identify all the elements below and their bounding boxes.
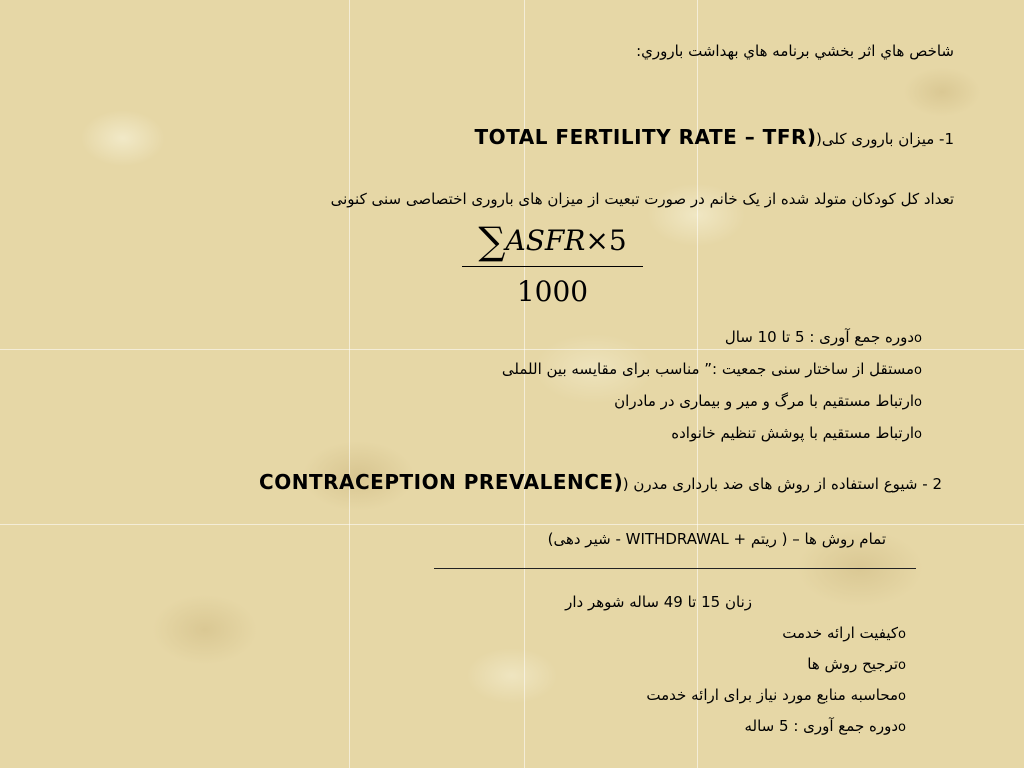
bullet-circle-icon: o xyxy=(914,395,922,410)
grid-line xyxy=(0,349,1024,350)
cp-fraction-bar xyxy=(434,568,916,569)
bullet-text: ترجیح روش ها xyxy=(807,655,899,673)
bullet-text: مستقل از ساختار سنی جمعیت :” مناسب برای مقایسه بین اللملی xyxy=(501,360,915,378)
tfr-definition: تعداد کل کودکان متولد شده از یک خانم در صورت تبعیت از میزان های باروری اختصاصی سنی کنونی xyxy=(330,190,954,208)
cp-heading-en: CONTRACEPTION PREVALENCE) xyxy=(259,470,623,494)
grid-line xyxy=(349,0,350,768)
bullet-text: ارتباط مستقیم با مرگ و میر و بیماری در مادران xyxy=(614,392,915,410)
slide-title: شاخص هاي اثر بخشي برنامه هاي بهداشت باروري: xyxy=(636,42,954,60)
bullet-circle-icon: o xyxy=(914,331,922,346)
tfr-bullet xyxy=(502,360,922,378)
tfr-bullet xyxy=(671,424,922,442)
formula-numerator xyxy=(460,218,645,264)
tfr-heading xyxy=(475,125,954,149)
tfr-heading-fa: 1- میزان باروری کلی( xyxy=(816,130,954,148)
grid-line xyxy=(524,0,525,768)
bullet-text: محاسبه منابع مورد نیاز برای ارائه خدمت xyxy=(646,686,899,704)
grid-line xyxy=(697,0,698,768)
cp-heading xyxy=(259,470,942,494)
tfr-formula xyxy=(460,218,645,317)
tfr-bullet xyxy=(725,328,922,346)
grid-line xyxy=(0,524,1024,525)
bullet-circle-icon: o xyxy=(914,427,922,442)
times-five: ×5 xyxy=(585,224,627,257)
bullet-circle-icon: o xyxy=(898,689,906,704)
bullet-circle-icon: o xyxy=(898,720,906,735)
bullet-circle-icon: o xyxy=(914,363,922,378)
tfr-bullet xyxy=(614,392,922,410)
cp-bullet xyxy=(744,717,906,735)
bullet-text: ارتباط مستقیم با پوشش تنظیم خانواده xyxy=(671,424,915,442)
bullet-circle-icon: o xyxy=(898,627,906,642)
cp-denominator: زنان 15 تا 49 ساله شوهر دار xyxy=(565,593,752,611)
tfr-heading-en: TOTAL FERTILITY RATE – TFR) xyxy=(474,125,817,149)
bullet-text: دوره جمع آوری : 5 ساله xyxy=(744,717,899,735)
cp-bullet xyxy=(807,655,906,673)
sigma-symbol: ∑ xyxy=(478,219,506,263)
cp-bullet xyxy=(782,624,906,642)
bullet-text: کیفیت ارائه خدمت xyxy=(782,624,899,642)
asfr-term: ASFR xyxy=(505,224,586,257)
bullet-circle-icon: o xyxy=(898,658,906,673)
cp-heading-fa: 2 - شیوع استفاده از روش های ضد بارداری مدرن ( xyxy=(622,475,942,493)
cp-numerator: تمام روش ها – ( ریتم + WITHDRAWAL - شیر دهی) xyxy=(547,530,886,548)
cp-bullet xyxy=(646,686,906,704)
bullet-text: دوره جمع آوری : 5 تا 10 سال xyxy=(724,328,915,346)
formula-denominator: 1000 xyxy=(516,275,589,308)
